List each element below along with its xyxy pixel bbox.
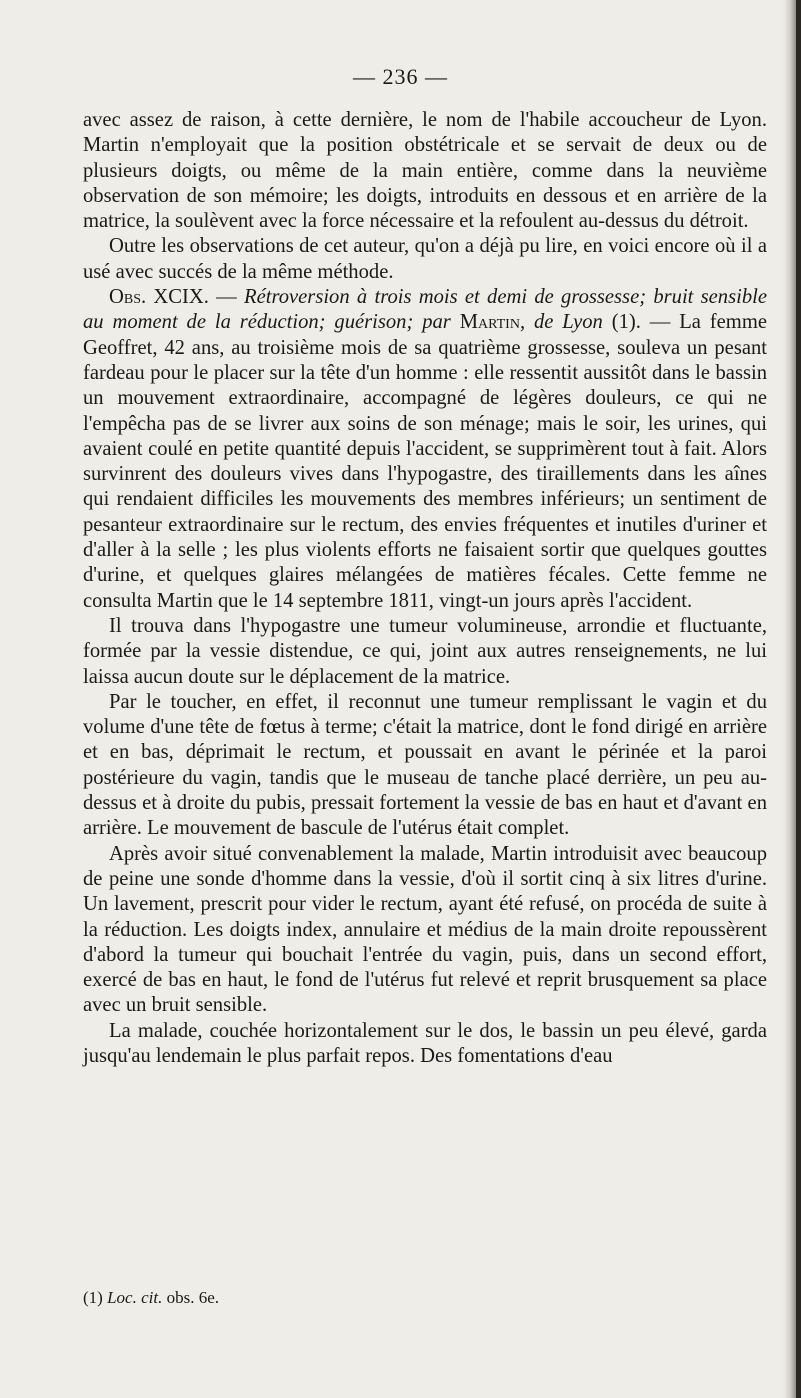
footnote-citation: Loc. cit. — [107, 1288, 163, 1307]
paragraph-5: Par le toucher, en effet, il reconnut une tumeur remplissant le vagin et du volume d'une tête de fœtus à terme; c'était la matrice, dont le fond dirigé en arrière et en bas, déprimait le rectum, et poussait en avant le périnée et la paroi postérieure du vagin, tandis que le museau de tanche placé derrière, un peu au-dessus et à droite du pubis, pressait fortement la vessie de bas en haut et d'avant en arrière. Le mouvement de bascule de l'utérus était complet. — [83, 690, 767, 840]
observation-title: Rétroversion à trois mois et demi de grossesse; bruit sensible au moment de la réduction; guérison; par — [83, 286, 767, 334]
observation-author: Martin — [459, 311, 520, 334]
observation-body: La femme Geoffret, 42 ans, au troisième mois de sa quatrième grossesse, souleva un pesant fardeau pour le placer sur la tête d'un homme : elle ressentit aussitôt dans le bassin un mouvement extraordinaire, accompagné de légères douleurs, ce qui ne l'empêcha pas de se livrer aux soins de son ménage; mais le soir, les urines, qui avaient coulé en petite quantité depuis l'accident, se supprimèrent tout à fait. Alors survinrent des douleurs vives dans l'hypogastre, des tiraillements dans les aînes qui rendaient difficiles les mouvements des membres inférieurs; un sentiment de pesanteur extraordinaire sur le rectum, des envies fréquentes et inutiles d'uriner et d'aller à la selle ; les plus violents efforts ne faisaient sortir que quelques gouttes d'urine, et quelques glaires mélangées de matières fécales. Cette femme ne consulta Martin que le 14 septembre 1811, vingt-un jours après l'accident. — [83, 311, 767, 612]
observation-paragraph — [83, 285, 767, 614]
paragraph-2: Outre les observations de cet auteur, qu'on a déjà pu lire, en voici encore où il a usé avec succés de la même méthode. — [83, 235, 767, 283]
observation-label: Obs. XCIX. — — [109, 286, 245, 309]
footnote — [83, 1288, 219, 1308]
paragraph-6: Après avoir situé convenablement la malade, Martin introduisit avec beaucoup de peine une sonde d'homme dans la vessie, d'où il sortit cinq à six litres d'urine. Un lavement, prescrit pour vider le rectum, ayant été refusé, on procéda de suite à la réduction. Les doigts index, annulaire et médius de la main droite repoussèrent d'abord la tumeur qui bouchait l'entrée du vagin, puis, dans un second effort, exercé de bas en haut, le fond de l'utérus fut relevé et reprit brusquement sa place avec un bruit sensible. — [83, 842, 767, 1017]
footnote-ref: (1). — — [602, 311, 680, 334]
footnote-rest: obs. 6e. — [162, 1288, 219, 1307]
paragraph-1: avec assez de raison, à cette dernière, le nom de l'habile accoucheur de Lyon. Martin n'employait que la position obstétricale et se servait de deux ou de plusieurs doigts, ou même de la main entière, comme dans la neuvième observation de son mémoire; les doigts, introduits en dessous et en arrière de la matrice, la soulèvent avec la force nécessaire et la refoulent au-dessus du détroit. — [83, 109, 767, 233]
page-edge — [796, 0, 801, 1398]
observation-title-end: , de Lyon — [519, 311, 603, 334]
page-number: — 236 — — [353, 64, 448, 89]
body-text — [83, 108, 767, 1069]
footnote-marker: (1) — [83, 1288, 108, 1307]
paragraph-7: La malade, couchée horizontalement sur le dos, le bassin un peu élevé, garda jusqu'au lendemain le plus parfait repos. Des fomentations d'eau — [83, 1019, 767, 1067]
paragraph-4: Il trouva dans l'hypogastre une tumeur volumineuse, arrondie et fluctuante, formée par la vessie distendue, ce qui, joint aux autres renseignements, ne lui laissa aucun doute sur le déplacement de la matrice. — [83, 614, 767, 688]
